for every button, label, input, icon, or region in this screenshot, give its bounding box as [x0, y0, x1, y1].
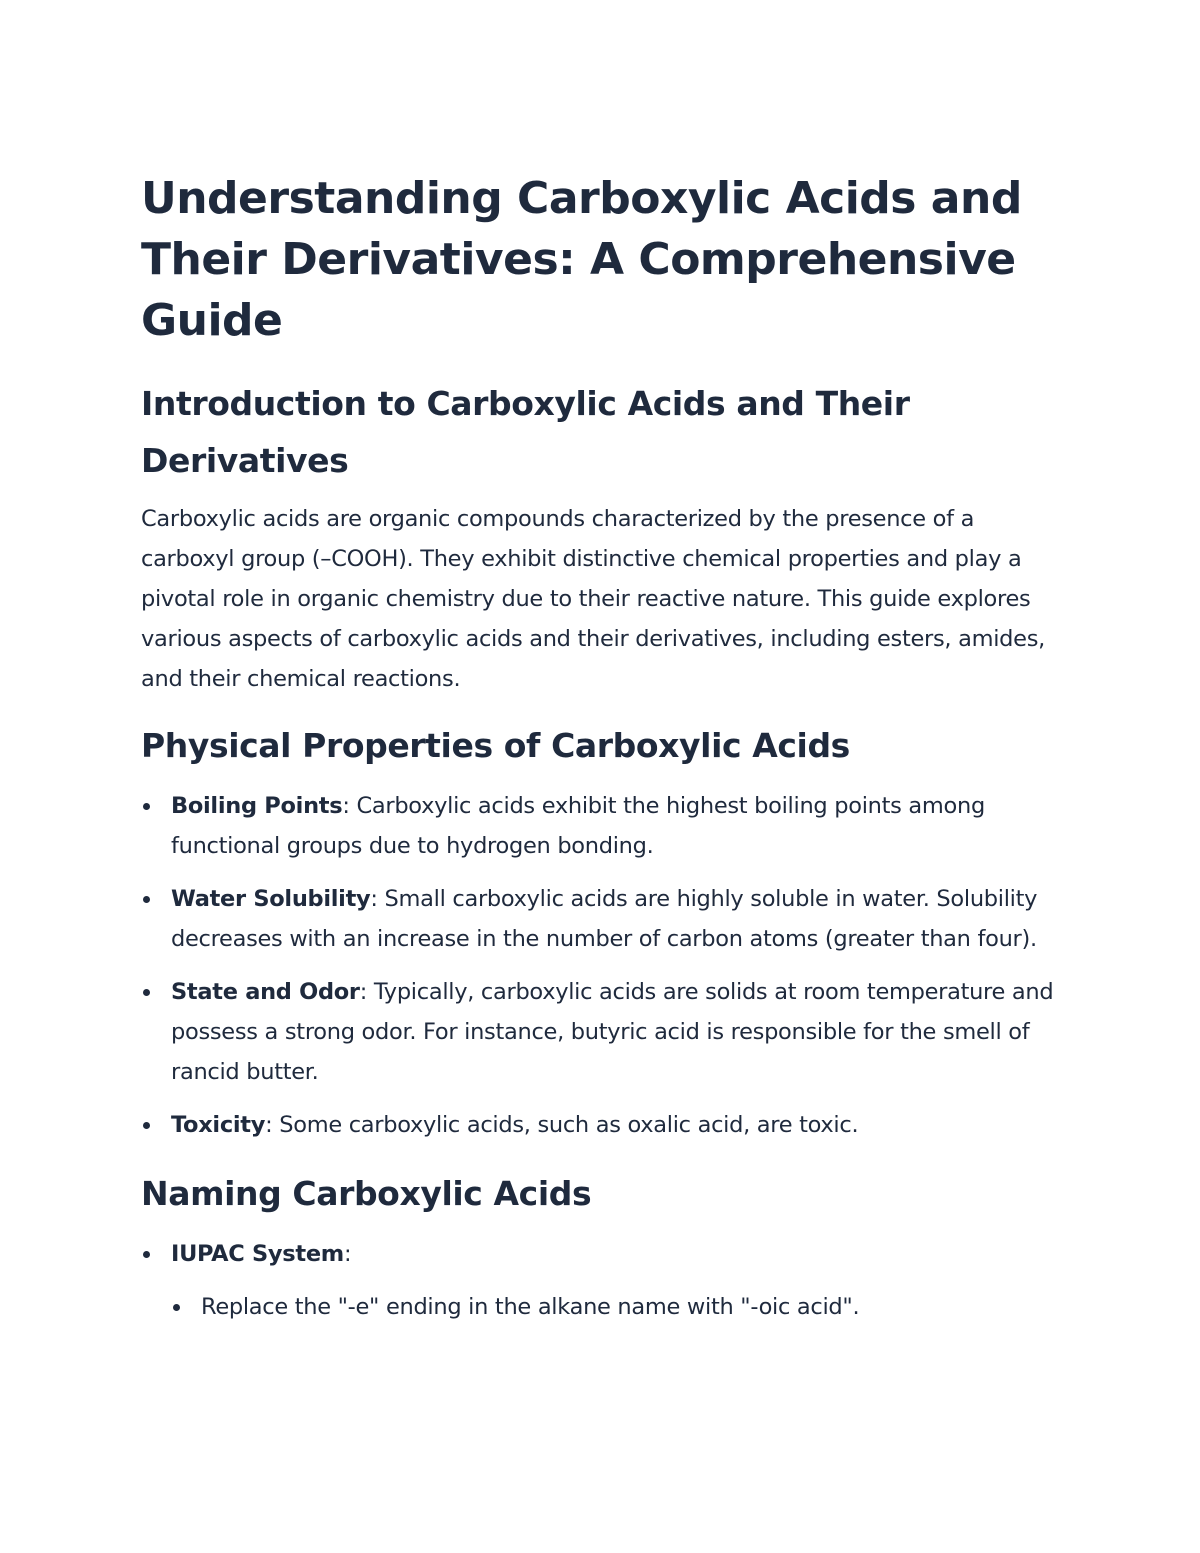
intro-paragraph: Carboxylic acids are organic compounds characterized by the presence of a carboxyl group (–COOH). They exhibit distinctive chemical properties and play a pivotal role in organic chemistry due to their reactive nature. This guide explores various aspects of carboxylic acids and their derivatives, including esters, amides, and their chemical reactions.	[141, 506, 1045, 692]
document-title: Understanding Carboxylic Acids and Their Derivatives: A Comprehensive Guide	[141, 173, 1022, 346]
item-text: : Carboxylic acids exhibit the highest boiling points among functional groups due to hydrogen bonding.	[171, 793, 985, 859]
list-item	[141, 786, 1061, 866]
item-term: IUPAC System	[171, 1241, 344, 1267]
item-term: Water Solubility	[171, 886, 371, 912]
list-item	[141, 972, 1061, 1092]
intro-heading: Introduction to Carboxylic Acids and Their Derivatives	[141, 384, 910, 480]
sub-list-item: Replace the "-e" ending in the alkane name with "-oic acid".	[171, 1287, 1061, 1327]
item-text: : Some carboxylic acids, such as oxalic acid, are toxic.	[265, 1112, 859, 1138]
list-item	[141, 1234, 1061, 1327]
list-item	[141, 879, 1061, 959]
item-text: : Small carboxylic acids are highly soluble in water. Solubility decreases with an increase in the number of carbon atoms (greater than four).	[171, 886, 1038, 952]
document-page	[141, 168, 1061, 1340]
naming-list	[141, 1234, 1061, 1327]
item-term: State and Odor	[171, 979, 360, 1005]
item-text: : Typically, carboxylic acids are solids at room temperature and possess a strong odor. For instance, butyric acid is responsible for the smell of rancid butter.	[171, 979, 1054, 1085]
physical-properties-heading: Physical Properties of Carboxylic Acids	[141, 726, 850, 765]
naming-sub-list	[171, 1287, 1061, 1327]
physical-properties-list	[141, 786, 1061, 1145]
naming-heading: Naming Carboxylic Acids	[141, 1174, 592, 1213]
item-term: Boiling Points	[171, 793, 343, 819]
item-term: Toxicity	[171, 1112, 266, 1138]
item-text: :	[343, 1241, 352, 1267]
list-item	[141, 1105, 1061, 1145]
